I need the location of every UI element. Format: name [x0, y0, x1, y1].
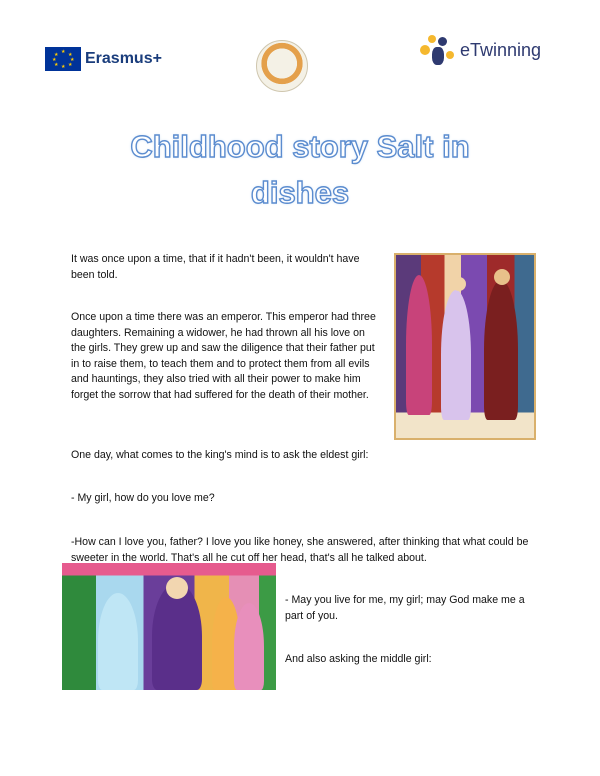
paragraph-emperor: Once upon a time there was an emperor. This emperor had three daughters. Remaining a widower, he had thrown all his love on the girls. They grew up and saw the diligence that their father put in to raise them, to teach them and to protect them from all evils and hauntings, they also tried with all their power to make him forget the sorrow that had suffered for the death of their mother.: [71, 311, 376, 401]
paragraph-king-asks: One day, what comes to the king's mind is to ask the eldest girl:: [71, 449, 369, 461]
etwinning-label: eTwinning: [460, 39, 542, 60]
page-title: [0, 124, 600, 216]
school-logo-icon: [256, 40, 308, 92]
paragraph-middle-girl: And also asking the middle girl:: [285, 653, 432, 665]
etwinning-logo: [418, 30, 563, 70]
illustration-king-princesses: [62, 563, 276, 690]
paragraph-honey-answer: -How can I love you, father? I love you like honey, she answered, after thinking that what could be sweeter in the world. That's all he cut off her head, that's all he talked about.: [71, 536, 529, 564]
etwinning-mark-icon: [418, 31, 458, 69]
erasmus-logo: [45, 40, 165, 78]
illustration-king-daughters: [394, 253, 536, 440]
erasmus-label: Erasmus+: [85, 50, 162, 67]
title-line-1: Childhood story Salt in: [130, 129, 470, 164]
eu-flag-icon: ★ ★ ★ ★ ★ ★ ★ ★: [45, 47, 81, 71]
paragraph-intro: It was once upon a time, that if it hadn't been, it wouldn't have been told.: [71, 253, 360, 281]
title-line-2: dishes: [250, 175, 350, 210]
paragraph-blessing: - May you live for me, my girl; may God make me a part of you.: [285, 594, 525, 622]
paragraph-question: - My girl, how do you love me?: [71, 492, 215, 504]
